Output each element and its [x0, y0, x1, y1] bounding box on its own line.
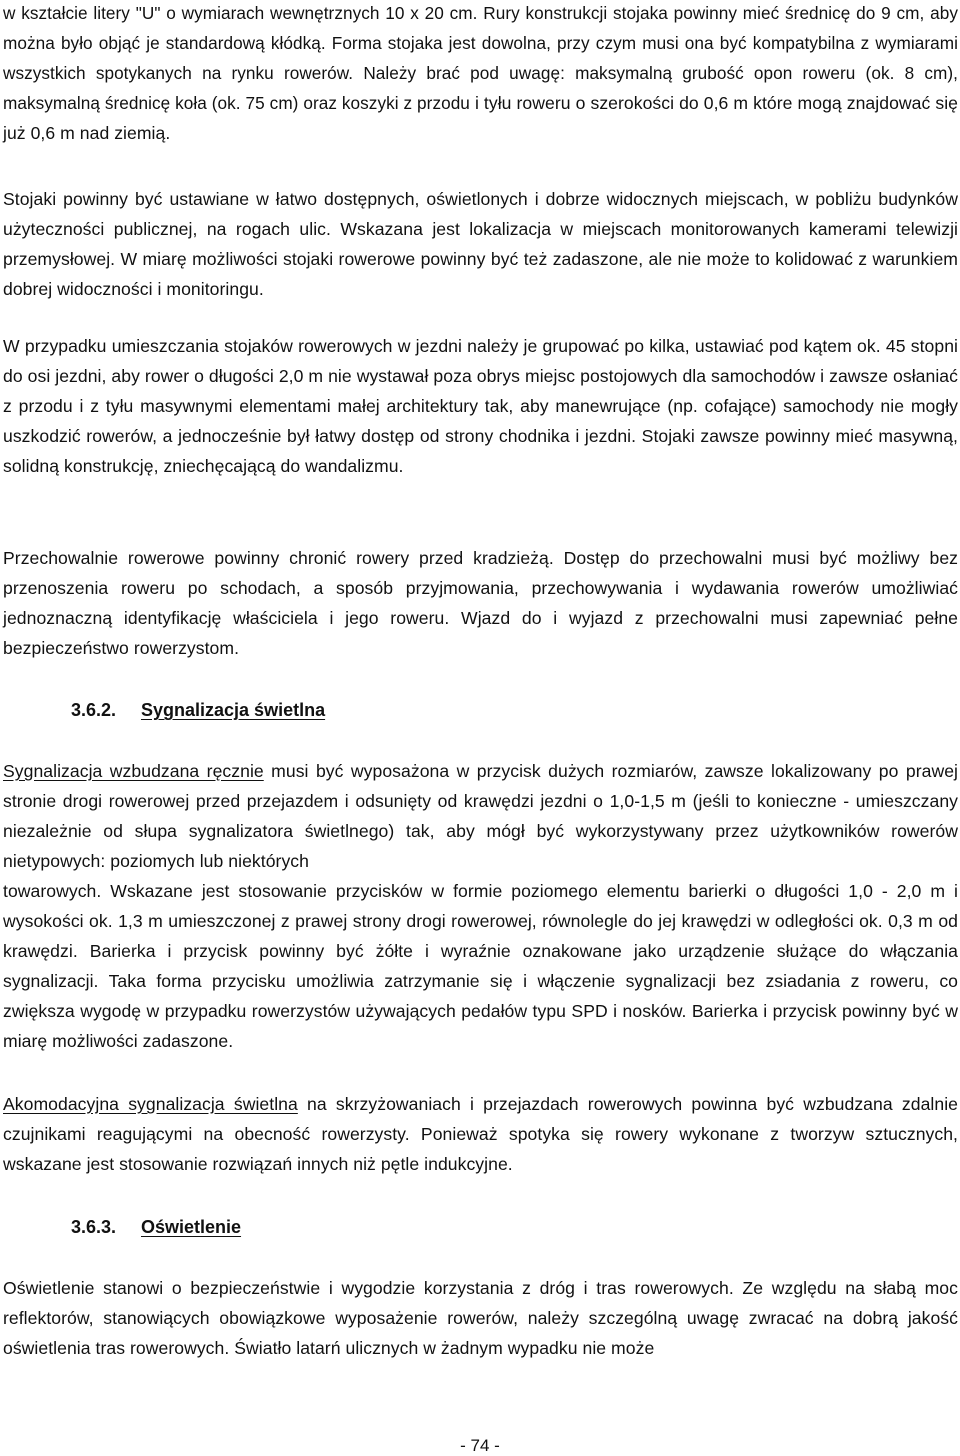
underlined-term: Sygnalizacja wzbudzana ręcznie — [3, 761, 264, 781]
paragraph-adaptive-signal — [3, 1089, 958, 1179]
paragraph-text-continued: towarowych. Wskazane jest stosowanie przycisków w formie poziomego elementu barierki o długości 1,0 - 2,0 m i wysokości ok. 1,3 m umieszczonej z prawej strony drogi rowerowej, równolegle do jej krawędzi w odległości ok. 0,3 m od krawędzi. Barierka i przycisk powinny być żółte i wyraźnie oznakowane jako urządzenie służące do włączania sygnalizacji. Taka forma przycisku umożliwia zatrzymanie się i włączenie sygnalizacji bez zsiadania z roweru, co zwiększa wygodę w przypadku rowerzystów używających pedałów typu SPD i nosków. Barierka i przycisk powinny być w miarę możliwości zadaszone. — [3, 881, 958, 1051]
page-number — [0, 1436, 960, 1456]
paragraph-lighting: Oświetlenie stanowi o bezpieczeństwie i wygodzie korzystania z dróg i tras rowerowych. Ze względu na słabą moc reflektorów, stanowiących obowiązkowe wyposażenie rowerów, należy szczególną uwagę zwracać na dobrą jakość oświetlenia tras rowerowych. Światło latarń ulicznych w żadnym wypadku nie może — [3, 1278, 958, 1358]
section-number: 3.6.3. — [71, 1217, 117, 1237]
paragraph-text: i tyłu roweru o szerokości do 0,6 m które mogą znajdować się już 0,6 m nad ziemią. — [3, 93, 958, 143]
paragraph-bike-storage: Przechowalnie rowerowe powinny chronić rowery przed kradzieżą. Dostęp do przechowalni musi być możliwy bez przenoszenia roweru po schodach, a sposób przyjmowania, przechowywania i wydawania rowerów umożliwiać jednoznaczną identyfikację właściciela i jego roweru. Wjazd do i wyjazd z przechowalni musi zapewniać pełne bezpieczeństwo rowerzystom. — [3, 548, 958, 658]
paragraph-rack-in-roadway: W przypadku umieszczania stojaków rowerowych w jezdni należy je grupować po kilka, ustawiać pod kątem ok. 45 stopni do osi jezdni, aby rower o długości 2,0 m nie wystawał poza obrys miejsc postojowych dla samochodów i zawsze osłaniać z przodu i z tyłu masywnymi elementami małej architektury tak, aby manewrujące (np. cofające) samochody nie mogły uszkodzić rowerów, a jednocześnie był łatwy dostęp od strony chodnika i jezdni. Stojaki zawsze powinny mieć masywną, solidną konstrukcję, zniechęcającą do wandalizmu. — [3, 336, 958, 476]
paragraph-rack-placement: Stojaki powinny być ustawiane w łatwo dostępnych, oświetlonych i dobrze widocznych miejscach, w pobliżu budynków użyteczności publicznej, na rogach ulic. Wskazana jest lokalizacja w miejscach monitorowanych kamerami telewizji przemysłowej. W miarę możliwości stojaki rowerowe powinny być też zadaszone, ale nie może to kolidować z warunkiem dobrej widoczności i monitoringu. — [3, 189, 958, 299]
section-heading-traffic-lights — [71, 698, 325, 722]
paragraph-text-sans: w kształcie litery "U" o wymiarach wewnętrznych 10 x 20 cm. Rury konstrukcji stojaka powinny mieć średnicę do 9 cm, aby można było objąć je standardową kłódką. Forma stojaka jest dowolna, przy czym musi ona być kompatybilna z wymiarami wszystkich spotykanych na rynku rowerów. Należy brać pod uwagę: maksymalną grubość opon roweru (ok. 8 cm), maksymalną średnicę koła (ok. 75 cm) oraz koszyki z przodu — [3, 3, 958, 113]
section-number: 3.6.2. — [71, 700, 117, 720]
section-title: Sygnalizacja świetlna — [141, 700, 326, 720]
paragraph-text: na skrzyżowaniach i przejazdach rowerowych powinna być wzbudzana zdalnie czujnikami reagującymi na obecność rowerzysty. Ponieważ spotyka się rowery wykonane z tworzyw sztucznych, wskazane jest stosowanie rozwiązań innych niż pętle indukcyjne. — [3, 1094, 958, 1174]
section-heading-lighting — [71, 1215, 241, 1239]
page-number-text: - 74 - — [460, 1436, 500, 1455]
paragraph-text: musi być wyposażona w przycisk dużych rozmiarów, zawsze lokalizowany po prawej stronie drogi rowerowej przed przejazdem i odsunięty od krawędzi jezdni o 1,0-1,5 m (jeśli to konieczne - umieszczany niezależnie od słupa sygnalizatora świetlnego) tak, aby mógł być wykorzystywany przez użytkowników rowerów nietypowych: poziomych lub niektórych — [3, 761, 958, 871]
paragraph-manual-signal — [3, 756, 958, 1056]
paragraph-bike-rack-dimensions — [3, 0, 958, 148]
underlined-term: Akomodacyjna sygnalizacja świetlna — [3, 1094, 298, 1114]
section-title: Oświetlenie — [141, 1217, 242, 1237]
